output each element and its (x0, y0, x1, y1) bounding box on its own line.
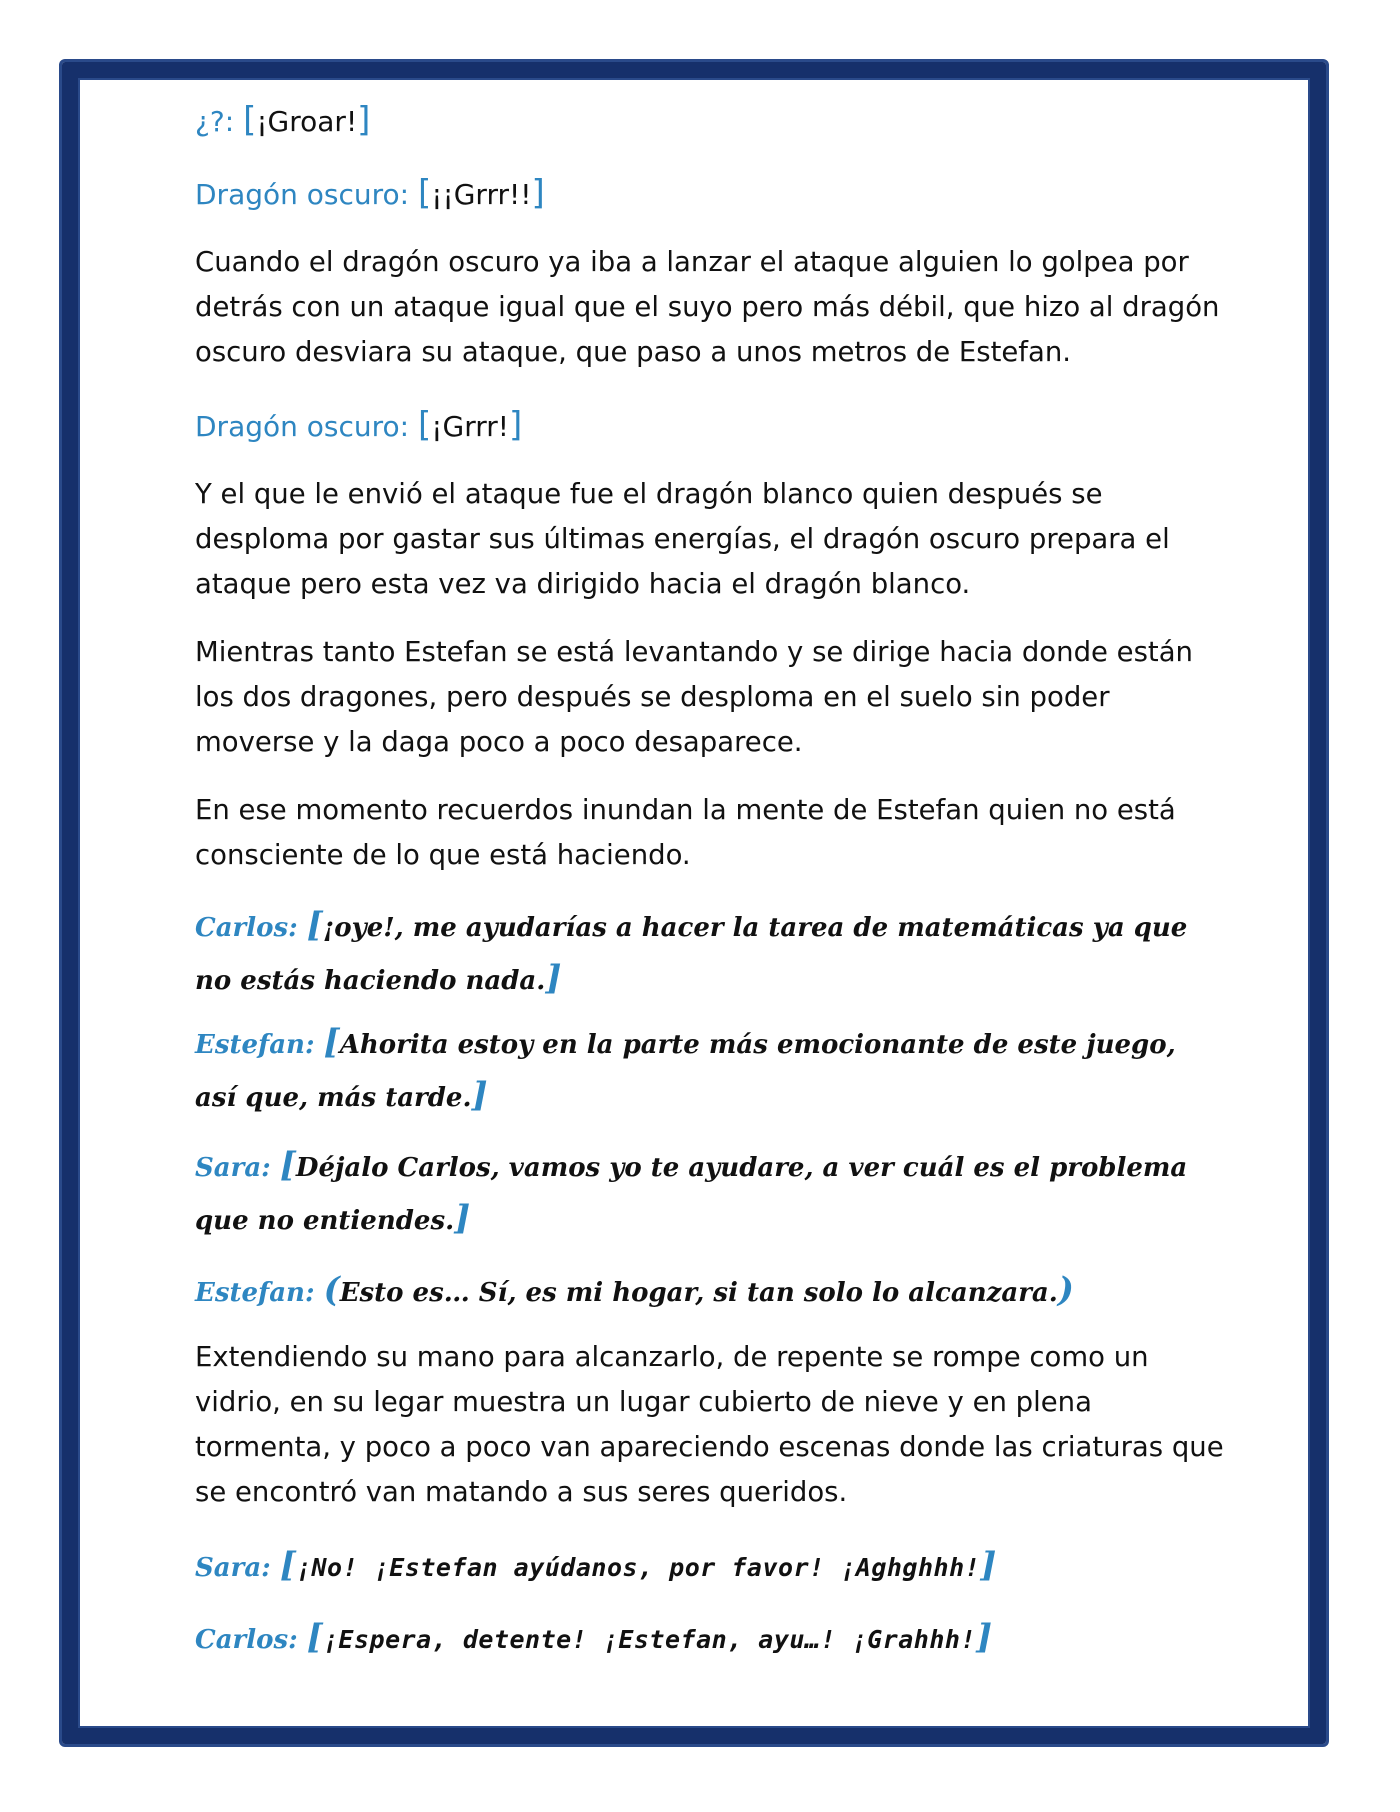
speaker-label: ¿?: (195, 105, 235, 138)
narrative-paragraph: Mientras tanto Estefan se está levantando y se dirige hacia donde están los dos dragones, pero después se desploma en el suelo sin poder moverse y la daga poco a poco desaparece. (195, 636, 1193, 758)
narrative-paragraph: Y el que le envió el ataque fue el dragón blanco quien después se desploma por gastar sus últimas energías, el dragón oscuro prepara el ataque pero esta vez va dirigido hacia el dragón blanco. (195, 478, 1170, 600)
dialogue-text: ¡Groar! (256, 105, 358, 138)
speaker-label: Sara: (195, 1153, 271, 1183)
narrative-paragraph: Extendiendo su mano para alcanzarlo, de repente se rompe como un vidrio, en su legar muestra un lugar cubierto de nieve y en plena tormenta, y poco a poco van apareciendo escenas donde las criaturas que se encontró van matando a sus seres queridos. (195, 1341, 1224, 1508)
dialogue-text: ¡Grrr! (431, 410, 509, 443)
speaker-label: Dragón oscuro: (195, 178, 410, 211)
speaker-label: Carlos: (195, 913, 298, 943)
speaker-label: Carlos: (195, 1625, 298, 1655)
dialogue-text: Esto es… Sí, es mi hogar, si tan solo lo alcanzara. (339, 1278, 1058, 1308)
narrative-paragraph: En ese momento recuerdos inundan la mente de Estefan quien no está consciente de lo que está haciendo. (195, 794, 1176, 871)
dialogue-line: Sara: [Déjalo Carlos, vamos yo te ayudare, a ver cuál es el problema que no entiendes.] (195, 1145, 1188, 1238)
speaker-label: Sara: (195, 1553, 271, 1583)
dialogue-line: Carlos: [¡oye!, me ayudarías a hacer la tarea de matemáticas ya que no estás haciendo nada.] (195, 905, 1188, 998)
dialogue-line: Estefan: (Esto es… Sí, es mi hogar, si tan solo lo alcanzara.) (195, 1270, 1074, 1310)
dialogue-text: ¡oye!, me ayudarías a hacer la tarea de matemáticas ya que no estás haciendo nada. (195, 913, 1188, 996)
dialogue-line: Sara: [¡No! ¡Estefan ayúdanos, por favor! ¡Aghghhh!] (195, 1545, 997, 1585)
speaker-label: Estefan: (195, 1030, 315, 1060)
speaker-label: Dragón oscuro: (195, 410, 410, 443)
dialogue-text: Ahorita estoy en la parte más emocionante de este juego, así que, más tarde. (195, 1030, 1176, 1113)
dialogue-line: ¿?: [¡Groar!] (195, 100, 371, 140)
speaker-label: Estefan: (195, 1278, 315, 1308)
dialogue-text: Déjalo Carlos, vamos yo te ayudare, a ver cuál es el problema que no entiendes. (195, 1153, 1188, 1236)
narrative-paragraph: Cuando el dragón oscuro ya iba a lanzar el ataque alguien lo golpea por detrás con un ataque igual que el suyo pero más débil, que hizo al dragón oscuro desviara su ataque, que paso a unos metros de Estefan. (195, 246, 1220, 368)
dialogue-line: Carlos: [¡Espera, detente! ¡Estefan, ayu…! ¡Grahhh!] (195, 1617, 993, 1657)
dialogue-text: ¡No! ¡Estefan ayúdanos, por favor! ¡Aghghhh! (295, 1553, 981, 1582)
dialogue-text: ¡Espera, detente! ¡Estefan, ayu…! ¡Grahhh! (322, 1625, 977, 1654)
dialogue-line: Estefan: [Ahorita estoy en la parte más emocionante de este juego, así que, más tarde.] (195, 1022, 1176, 1115)
dialogue-line: Dragón oscuro: [¡Grrr!] (195, 405, 523, 445)
dialogue-text: ¡¡Grrr!! (431, 178, 532, 211)
dialogue-line: Dragón oscuro: [¡¡Grrr!!] (195, 173, 545, 213)
